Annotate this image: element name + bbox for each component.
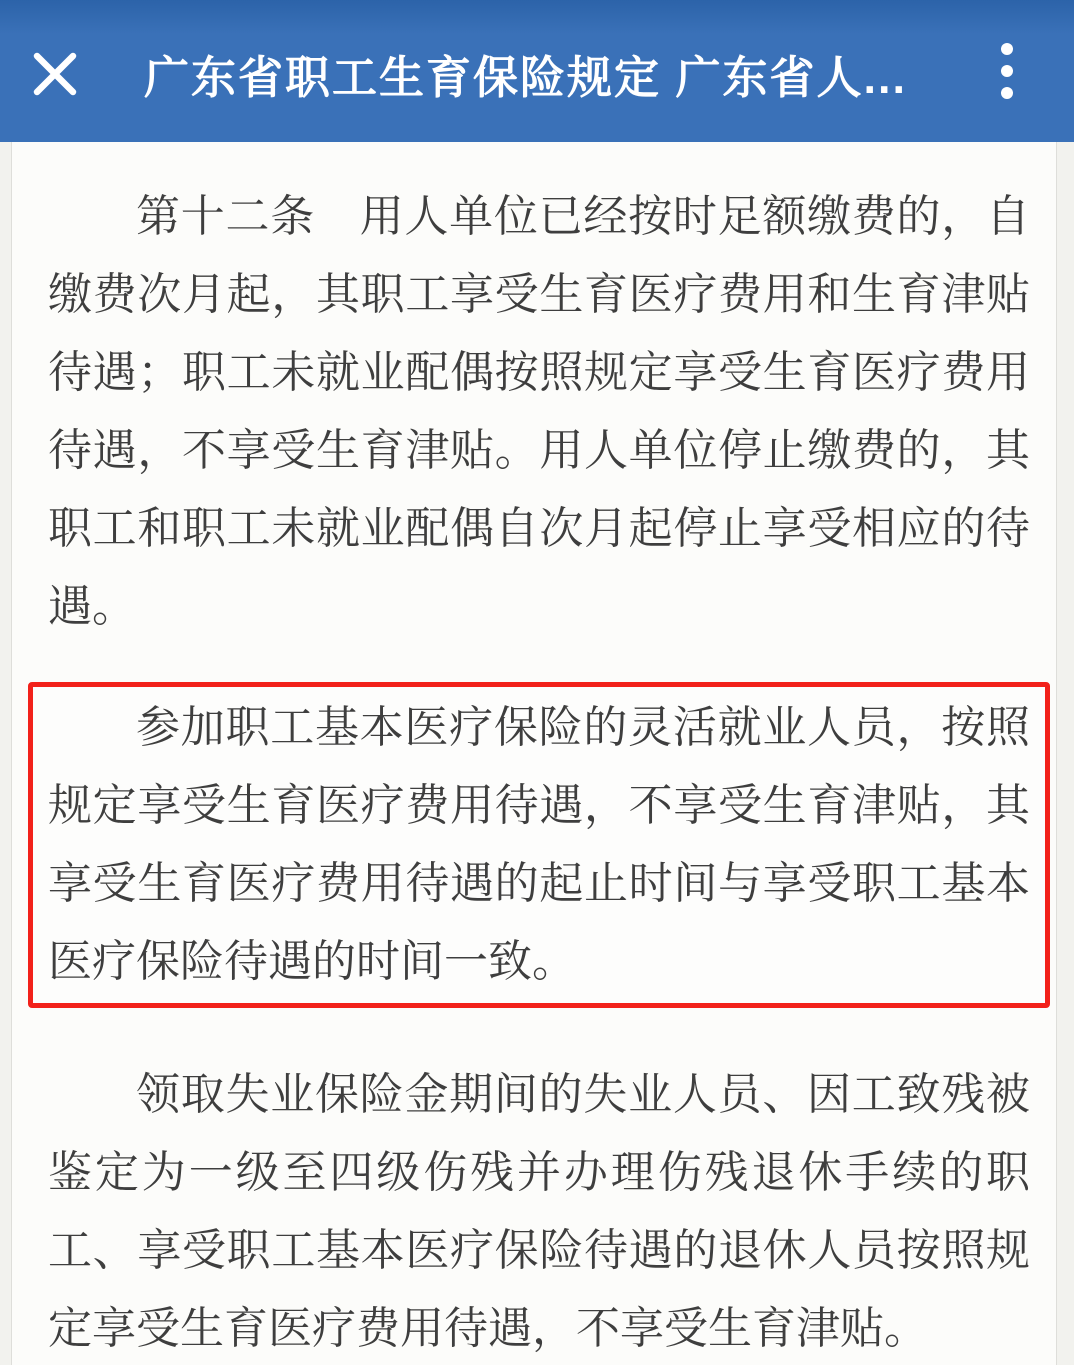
close-x-icon — [32, 51, 78, 97]
document-page[interactable] — [11, 142, 1057, 1365]
vertical-ellipsis-icon — [1001, 43, 1013, 99]
article-body — [12, 142, 1056, 1365]
paragraph-article-12: 第十二条 用人单位已经按时足额缴费的，自缴费次月起，其职工享受生育医疗费用和生育津贴待遇；职工未就业配偶按照规定享受生育医疗费用待遇，不享受生育津贴。用人单位停止缴费的，其职工和职工未就业配偶自次月起停止享受相应的待遇。 — [48, 192, 1030, 631]
titlebar — [0, 0, 1074, 142]
paragraph-unemployed-retired: 领取失业保险金期间的失业人员、因工致残被鉴定为一级至四级伤残并办理伤残退休手续的职工、享受职工基本医疗保险待遇的退休人员按照规定享受生育医疗费用待遇，不享受生育津贴。 — [48, 1070, 1030, 1353]
paragraph-flexible-workers: 参加职工基本医疗保险的灵活就业人员，按照规定享受生育医疗费用待遇，不享受生育津贴，其享受生育医疗费用待遇的起止时间与享受职工基本医疗保险待遇的时间一致。 — [48, 703, 1030, 986]
more-menu-button[interactable] — [966, 0, 1074, 142]
red-highlight-box — [28, 682, 1050, 1008]
page-title: 广东省职工生育保险规定 广东省人... — [144, 51, 908, 103]
close-button[interactable] — [0, 0, 110, 142]
